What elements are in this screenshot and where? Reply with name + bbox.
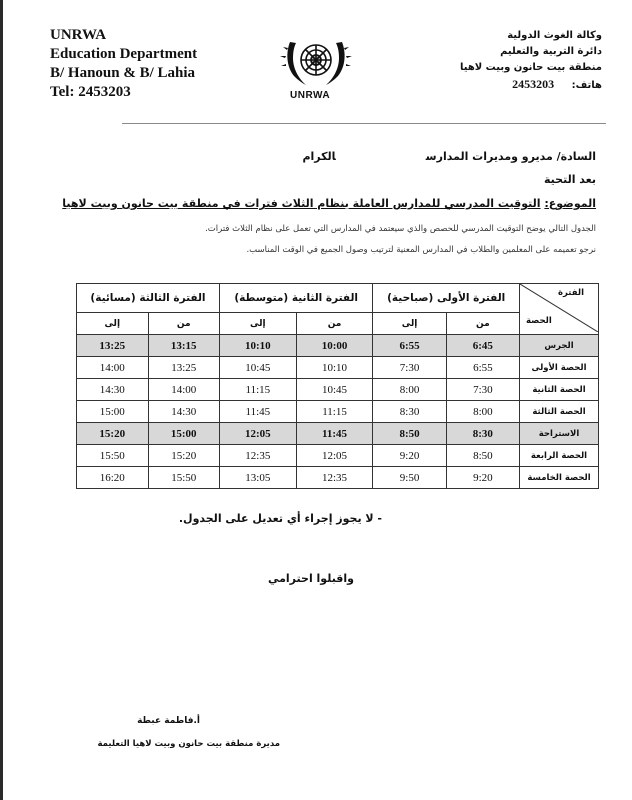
table-row: [77, 379, 599, 401]
time-cell: 11:45: [219, 401, 296, 423]
table-row: [77, 335, 599, 357]
time-cell: 6:55: [373, 335, 446, 357]
logo-caption: UNRWA: [290, 90, 331, 101]
no-modification-note: - لا يجوز إجراء أي تعديل على الجدول.: [178, 512, 382, 525]
department-ar: دائرة التربية والتعليم: [500, 46, 602, 57]
period-1-header: الفترة الأولى (صباحية): [373, 284, 520, 313]
time-cell: 7:30: [446, 379, 519, 401]
telephone-ar: [460, 76, 602, 94]
time-cell: 11:15: [219, 379, 296, 401]
time-cell: 12:35: [219, 445, 296, 467]
row-label: الحصة الرابعة: [520, 445, 599, 467]
table-row: [77, 445, 599, 467]
time-cell: 13:15: [148, 335, 219, 357]
subject-line: [62, 197, 596, 210]
time-cell: 15:50: [77, 445, 149, 467]
intro-line-1: الجدول التالي يوضح التوقيت المدرسي للحصص والذي سيعتمد في المدارس التي تعمل على نظام الثلاث فترات.: [205, 224, 596, 234]
time-cell: 15:00: [77, 401, 149, 423]
table-corner-cell: [520, 284, 599, 335]
row-label: الاستراحة: [520, 423, 599, 445]
addressee-line: [302, 150, 596, 163]
scan-edge: [0, 0, 3, 800]
time-cell: 10:45: [296, 379, 373, 401]
subject-label: الموضوع:: [544, 197, 596, 210]
row-label: الحصة الخامسة: [520, 467, 599, 489]
area-ar: منطقة بيت حانون وبيت لاهيا: [459, 62, 602, 73]
time-cell: 15:20: [77, 423, 149, 445]
table-row: [77, 357, 599, 379]
time-cell: 8:30: [373, 401, 446, 423]
table-row: [77, 423, 599, 445]
time-cell: 12:05: [296, 445, 373, 467]
signature-title: مديرة منطقة بيت حانون وبيت لاهيا التعليمة: [97, 739, 280, 749]
time-cell: 14:30: [77, 379, 149, 401]
time-cell: 9:50: [373, 467, 446, 489]
org-name-ar: وكالة الغوث الدولية: [507, 30, 602, 41]
row-label: الحصة الثانية: [520, 379, 599, 401]
time-cell: 10:10: [219, 335, 296, 357]
greeting: بعد التحية: [543, 173, 596, 186]
time-cell: 7:30: [373, 357, 446, 379]
time-cell: 8:30: [446, 423, 519, 445]
telephone-ar-label: هاتف:: [571, 80, 602, 91]
time-cell: 14:00: [148, 379, 219, 401]
row-label: الحصة الثالثة: [520, 401, 599, 423]
time-cell: 10:10: [296, 357, 373, 379]
time-cell: 16:20: [77, 467, 149, 489]
to-header: إلى: [373, 313, 446, 335]
time-cell: 8:50: [373, 423, 446, 445]
closing-line: واقبلوا احترامي: [267, 572, 354, 585]
header-arabic: [460, 28, 602, 94]
time-cell: 15:20: [148, 445, 219, 467]
time-cell: 12:05: [219, 423, 296, 445]
header-english: [50, 26, 197, 102]
schedule-table: [76, 283, 599, 489]
time-cell: 11:15: [296, 401, 373, 423]
time-cell: 10:45: [219, 357, 296, 379]
time-cell: 6:45: [446, 335, 519, 357]
telephone-en: Tel: 2453203: [50, 84, 131, 100]
area-en: B/ Hanoun & B/ Lahia: [50, 65, 196, 81]
org-name-en: UNRWA: [50, 27, 107, 43]
time-cell: 15:50: [148, 467, 219, 489]
time-cell: 13:05: [219, 467, 296, 489]
table-row: [77, 401, 599, 423]
from-header: من: [148, 313, 219, 335]
time-cell: 12:35: [296, 467, 373, 489]
time-cell: 10:00: [296, 335, 373, 357]
subject-text: التوقيت المدرسي للمدارس العاملة بنظام الثلاث فترات في منطقة بيت حانون وبيت لاهيا: [62, 197, 541, 210]
table-row: [77, 467, 599, 489]
time-cell: 15:00: [148, 423, 219, 445]
corner-label-period: الفترة: [558, 288, 584, 298]
time-cell: 9:20: [373, 445, 446, 467]
from-header: من: [296, 313, 373, 335]
period-2-header: الفترة الثانية (متوسطة): [219, 284, 372, 313]
time-cell: 13:25: [77, 335, 149, 357]
time-cell: 14:30: [148, 401, 219, 423]
intro-line-2: نرجو تعميمه على المعلمين والطلاب في المدارس المعنية لترتيب وصول الجميع في الوقت المناسب.: [246, 245, 596, 255]
to-header: إلى: [77, 313, 149, 335]
time-cell: 8:00: [446, 401, 519, 423]
department-en: Education Department: [50, 46, 198, 62]
to-header: إلى: [219, 313, 296, 335]
time-cell: 11:45: [296, 423, 373, 445]
corner-label-lesson: الحصة: [526, 316, 552, 326]
header-divider: [122, 123, 606, 124]
telephone-ar-number: 2453203: [512, 77, 555, 91]
row-label: الحصة الأولى: [520, 357, 599, 379]
from-header: من: [446, 313, 519, 335]
time-cell: 6:55: [446, 357, 519, 379]
time-cell: 14:00: [77, 357, 149, 379]
row-label: الجرس: [520, 335, 599, 357]
period-3-header: الفترة الثالثة (مسائية): [77, 284, 220, 313]
time-cell: 8:00: [373, 379, 446, 401]
time-cell: 9:20: [446, 467, 519, 489]
time-cell: 13:25: [148, 357, 219, 379]
signature-name: أ.فاطمة عبطة: [137, 716, 200, 726]
addressee-title: الكرام: [302, 150, 336, 163]
addressee: السادة/ مديرو ومديرات المدارس: [425, 150, 596, 163]
time-cell: 8:50: [446, 445, 519, 467]
